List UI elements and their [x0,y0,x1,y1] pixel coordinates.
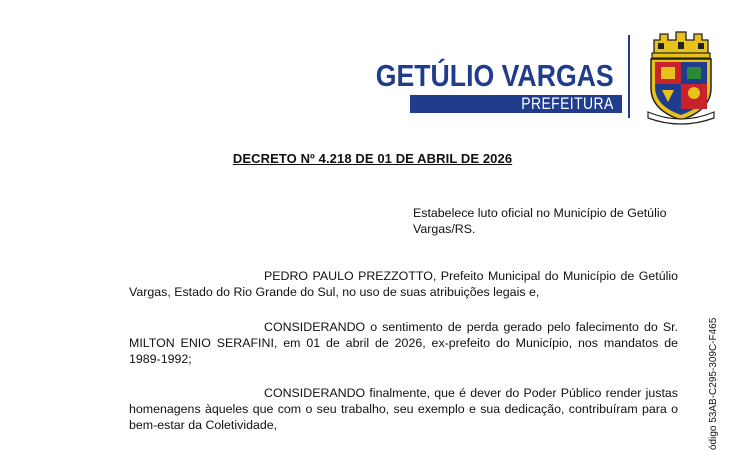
logo-divider [628,35,630,118]
paragraph-text: PEDRO PAULO PREZZOTTO, Prefeito Municipal do Município de Getúlio Vargas, Estado do Rio Grande do Sul, no uso de suas atribuições legais e, [129,269,678,299]
decree-title: DECRETO Nº 4.218 DE 01 DE ABRIL DE 2026 [232,151,513,166]
verification-code: ódigo 53AB-C295-309C-F465 [708,317,719,450]
brand-title: GETÚLIO VARGAS [376,58,614,93]
paragraph-preamble [129,268,678,300]
brand-subtitle-bar [410,95,622,113]
paragraph-considerando-1 [129,319,678,367]
paragraph-considerando-2 [129,385,678,433]
brand-subtitle: PREFEITURA [521,94,614,113]
paragraph-text: CONSIDERANDO finalmente, que é dever do Poder Público render justas homenagens àqueles que com o seu trabalho, seu exemplo e sua dedicação, contribuíram para o bem-estar da Coletividade, [129,386,678,432]
municipal-coat-of-arms-icon [642,30,720,126]
paragraph-text: CONSIDERANDO o sentimento de perda gerado pelo falecimento do Sr. MILTON ENIO SERAFINI, em 01 de abril de 2026, ex-prefeito do Município, nos mandatos de 1989-1992; [129,320,678,366]
decree-summary: Estabelece luto oficial no Município de Getúlio Vargas/RS. [413,206,667,236]
prefeitura-logo [376,58,622,118]
